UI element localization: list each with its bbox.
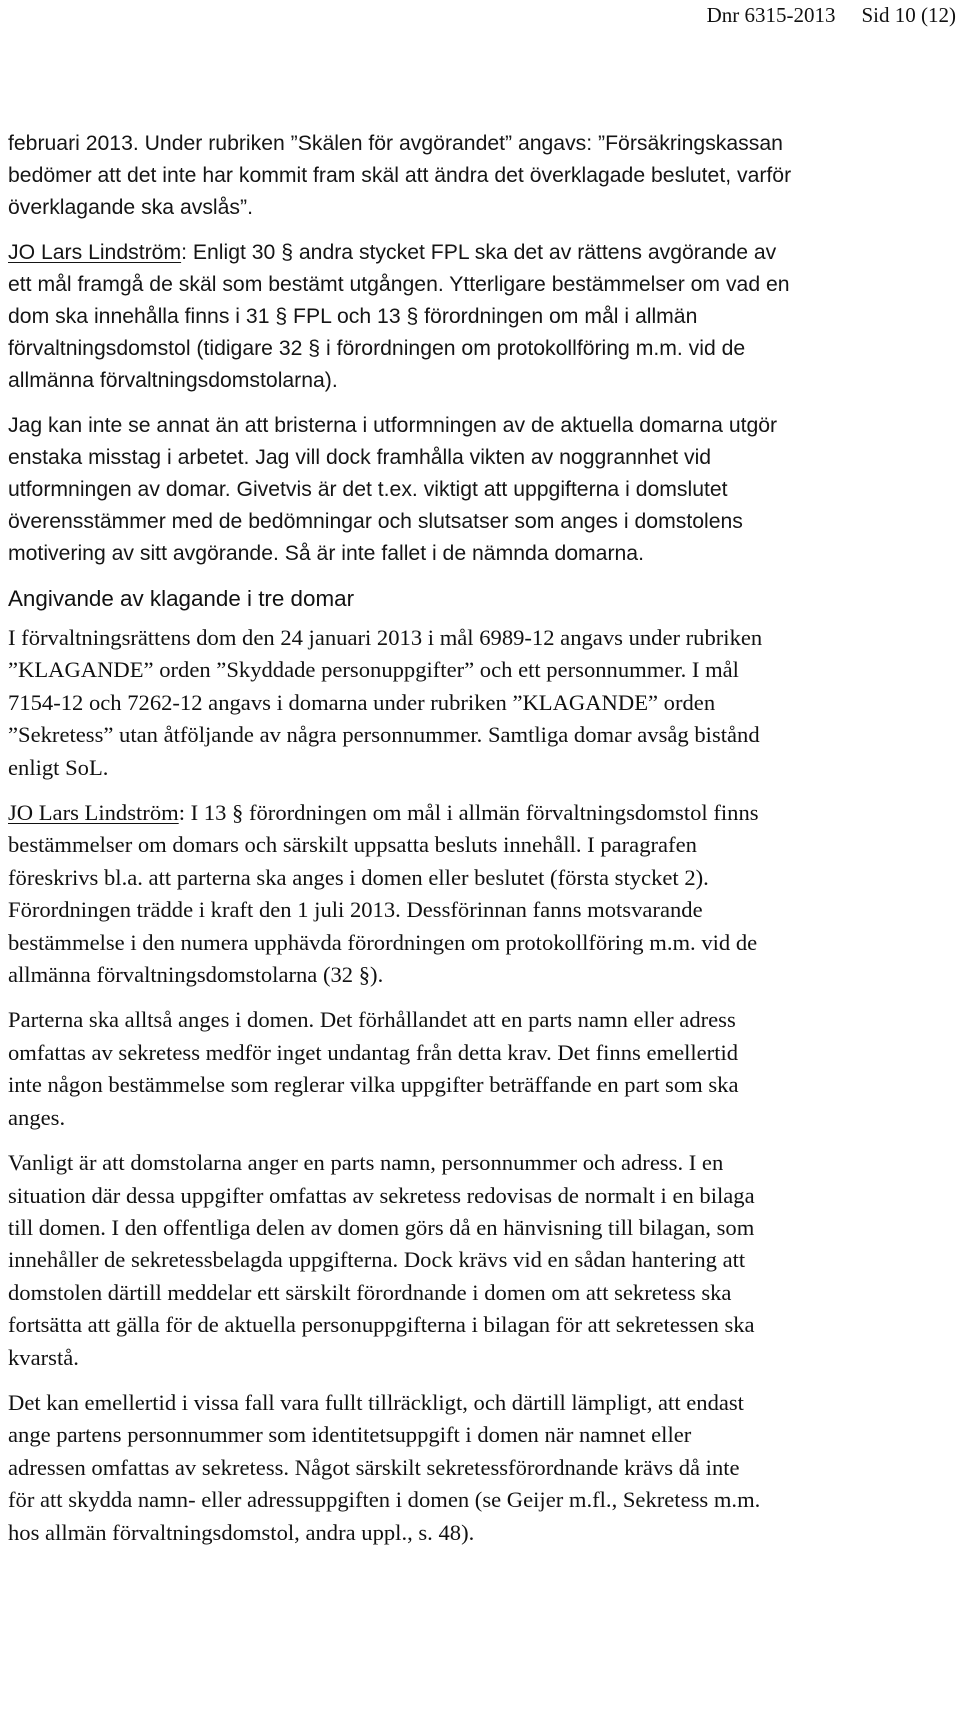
paragraph	[8, 1147, 958, 1374]
line-text: : I 13 § förordningen om mål i allmän förvaltningsdomstol finns	[178, 800, 759, 826]
text-line: Parterna ska alltså anges i domen. Det förhållandet att en parts namn eller adress	[8, 1007, 736, 1033]
line-text: : Enligt 30 § andra stycket FPL ska det av rättens avgörande av	[181, 241, 777, 264]
paragraph	[8, 622, 958, 784]
text-line: Det kan emellertid i vissa fall vara fullt tillräckligt, och därtill lämpligt, att endast	[8, 1389, 744, 1415]
text-line: enstaka misstag i arbetet. Jag vill dock framhålla vikten av noggrannhet vid	[8, 446, 712, 469]
paragraph	[8, 237, 958, 397]
author-name: JO Lars Lindström	[8, 800, 179, 826]
text-line: 7154-12 och 7262-12 angavs i domarna under rubriken ”KLAGANDE” orden	[8, 689, 716, 715]
document-body	[8, 128, 958, 1549]
text-line: bestämmelser om domars och särskilt uppsatta besluts innehåll. I paragrafen	[8, 832, 697, 858]
text-line: inte någon bestämmelse som reglerar vilka uppgifter beträffande en part som ska	[8, 1072, 739, 1098]
text-line: ett mål framgå de skäl som bestämt utgången. Ytterligare bestämmelser om vad en	[8, 273, 790, 296]
text-line: fortsätta att gälla för de aktuella personuppgifterna i bilagan för att sekretessen ska	[8, 1312, 755, 1338]
text-line: överensstämmer med de bedömningar och slutsatser som anges i domstolens	[8, 510, 743, 533]
section-heading	[8, 584, 958, 614]
text-line: ”KLAGANDE” orden ”Skyddade personuppgifter” och ett personnummer. I mål	[8, 657, 739, 683]
text-line: innehåller de sekretessbelagda uppgifterna. Dock krävs vid en sådan hantering att	[8, 1247, 746, 1273]
author-name: JO Lars Lindström	[8, 241, 182, 264]
text-line: förvaltningsdomstol (tidigare 32 § i förordningen om protokollföring m.m. vid de	[8, 337, 746, 360]
text-line: ”Sekretess” utan åtföljande av några personnummer. Samtliga domar avsåg bistånd	[8, 722, 760, 748]
case-number: Dnr 6315-2013	[706, 3, 836, 27]
paragraph	[8, 1387, 958, 1549]
text-line: dom ska innehålla finns i 31 § FPL och 13 § förordningen om mål i allmän	[8, 305, 698, 328]
text-line: Vanligt är att domstolarna anger en parts namn, personnummer och adress. I en	[8, 1150, 724, 1176]
text-line: februari 2013. Under rubriken ”Skälen för avgörandet” angavs: ”Försäkringskassan	[8, 132, 783, 155]
text-line: allmänna förvaltningsdomstolarna (32 §).	[8, 962, 384, 988]
text-line	[8, 237, 958, 269]
text-line: Förordningen trädde i kraft den 1 juli 2013. Dessförinnan fanns motsvarande	[8, 897, 703, 923]
text-line: domstolen därtill meddelar ett särskilt förordnande i domen om att sekretess ska	[8, 1279, 732, 1305]
text-line: Jag kan inte se annat än att bristerna i utformningen av de aktuella domarna utgör	[8, 414, 778, 437]
text-line: hos allmän förvaltningsdomstol, andra uppl., s. 48).	[8, 1519, 475, 1545]
text-line: till domen. I den offentliga delen av domen görs då en hänvisning till bilagan, som	[8, 1214, 755, 1240]
text-line: adressen omfattas av sekretess. Något särskilt sekretessförordnande krävs då inte	[8, 1454, 740, 1480]
text-line: ange partens personnummer som identitetsuppgift i domen när namnet eller	[8, 1422, 692, 1448]
text-line: bedömer att det inte har kommit fram skäl att ändra det överklagade beslutet, varför	[8, 164, 792, 187]
text-line: situation där dessa uppgifter omfattas av sekretess redovisas de normalt i en bilaga	[8, 1182, 755, 1208]
paragraph	[8, 1004, 958, 1134]
text-line: Angivande av klagande i tre domar	[8, 586, 355, 611]
text-line: kvarstå.	[8, 1344, 79, 1370]
text-line: allmänna förvaltningsdomstolarna).	[8, 369, 338, 392]
page-header	[707, 2, 956, 28]
text-line: föreskrivs bl.a. att parterna ska anges i domen eller beslutet (första stycket 2).	[8, 864, 709, 890]
text-line: omfattas av sekretess medför inget undantag från detta krav. Det finns emellertid	[8, 1039, 739, 1065]
text-line	[8, 797, 958, 829]
text-line: bestämmelse i den numera upphävda förordningen om protokollföring m.m. vid de	[8, 929, 758, 955]
text-line: I förvaltningsrättens dom den 24 januari 2013 i mål 6989-12 angavs under rubriken	[8, 625, 763, 650]
text-line: överklagande ska avslås”.	[8, 196, 253, 219]
paragraph	[8, 797, 958, 991]
paragraph	[8, 128, 958, 224]
paragraph	[8, 410, 958, 570]
text-line: för att skydda namn- eller adressuppgiften i domen (se Geijer m.fl., Sekretess m.m.	[8, 1487, 761, 1513]
text-line: enligt SoL.	[8, 754, 109, 780]
text-line: utformningen av domar. Givetvis är det t.ex. viktigt att uppgifterna i domslutet	[8, 478, 728, 501]
text-line: motivering av sitt avgörande. Så är inte fallet i de nämnda domarna.	[8, 542, 644, 565]
page-number: Sid 10 (12)	[861, 3, 956, 27]
text-line: anges.	[8, 1104, 66, 1130]
